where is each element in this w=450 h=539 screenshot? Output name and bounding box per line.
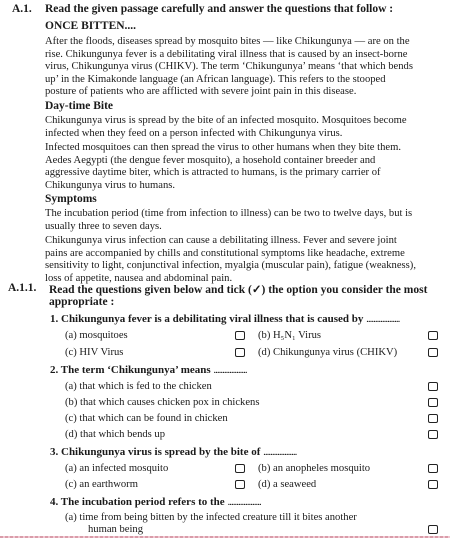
para1-line: virus, Chikungunya virus (CHIKV). The term ‘Chikungunya’ means ‘that which bends <box>45 61 413 73</box>
q2-option-b-checkbox[interactable] <box>428 398 438 407</box>
question-4 <box>50 496 261 508</box>
section-title-a11-line2: appropriate : <box>49 296 115 308</box>
passage-heading-once-bitten: ONCE BITTEN.... <box>45 20 137 32</box>
question-3 <box>50 446 296 458</box>
section-title-a1: Read the given passage carefully and answer the questions that follow : <box>45 3 394 15</box>
para1-line: up’ in the Kimakonde language (an African language). This refers to the stooped <box>45 73 386 85</box>
question-1 <box>50 313 399 325</box>
q3-option-a: (a) an infected mosquito <box>65 463 169 474</box>
q1-option-b-checkbox[interactable] <box>428 331 438 340</box>
para1-line: rise. Chikungunya fever is a debilitating viral illness that is caused by an insect-borne <box>45 48 408 60</box>
question-3-text: 3. Chikungunya virus is spread by the bite of <box>50 446 261 458</box>
q1-option-c: (c) HIV Virus <box>65 347 124 358</box>
q2-option-b: (b) that which causes chicken pox in chickens <box>65 397 260 408</box>
q3-option-c: (c) an earthworm <box>65 479 138 490</box>
para3-line: Aedes Aegypti (the dengue fever mosquito), a hosehold container breeder and <box>45 154 376 166</box>
q3-option-a-checkbox[interactable] <box>235 464 245 473</box>
para3-line: Chikungunya virus to humans. <box>45 179 176 191</box>
question-2 <box>50 364 247 376</box>
section-title-a11-line1: Read the questions given below and tick (✓) the option you consider the most <box>49 284 428 296</box>
para5-line: sensitivity to light, conjunctival infection, myalgia (muscular pain), fatigue (weakness), <box>45 260 416 272</box>
passage-paragraph-1 <box>45 36 413 99</box>
para5-line: loss of appetite, nausea and abdominal pain. <box>45 272 233 284</box>
q2-option-c-checkbox[interactable] <box>428 414 438 423</box>
para4-line: The incubation period (time from infection to illness) can be two to twelve days, but is <box>45 208 413 219</box>
passage-heading-symptoms: Symptoms <box>45 193 97 205</box>
q2-option-c: (c) that which can be found in chicken <box>65 413 228 424</box>
passage-paragraph-4 <box>45 208 412 233</box>
question-4-text: 4. The incubation period refers to the <box>50 496 225 508</box>
passage-paragraph-2 <box>45 115 407 140</box>
q1-option-d-checkbox[interactable] <box>428 348 438 357</box>
q4-option-a-checkbox[interactable] <box>428 525 438 534</box>
q1-option-a: (a) mosquitoes <box>65 330 128 341</box>
q3-option-d: (d) a seaweed <box>258 479 317 490</box>
q1-option-d: (d) Chikungunya virus (CHIKV) <box>258 347 398 358</box>
para5-line: Chikungunya virus infection can cause a debilitating illness. Fever and severe joint <box>45 235 397 246</box>
para4-line: usually three to seven days. <box>45 220 162 232</box>
q2-option-a: (a) that which is fed to the chicken <box>65 381 212 392</box>
q1-option-a-checkbox[interactable] <box>235 331 245 340</box>
question-1-text: 1. Chikungunya fever is a debilitating viral illness that is caused by <box>50 313 364 325</box>
q1-option-b: (b) H₅N₁ Virus <box>258 330 322 341</box>
para2-line: infected when they feed on a person infected with Chikungunya virus. <box>45 127 343 139</box>
q2-option-d: (d) that which bends up <box>65 429 166 440</box>
passage-heading-daytime-bite: Day-time Bite <box>45 100 114 112</box>
answer-blank: ................... <box>227 496 261 508</box>
section-label-a1: A.1. <box>12 3 32 15</box>
bottom-edge-rule <box>0 536 450 538</box>
q3-option-b-checkbox[interactable] <box>428 464 438 473</box>
answer-blank: ................... <box>263 446 297 458</box>
para3-line: aggressive daytime biter, which is attracted to humans, is the primary carrier of <box>45 167 381 179</box>
answer-blank: ................... <box>366 313 400 325</box>
q2-option-d-checkbox[interactable] <box>428 430 438 439</box>
section-label-a11: A.1.1. <box>8 282 37 294</box>
para1-line: posture of patients who are afflicted with severe joint pain in this disease. <box>45 86 357 98</box>
q2-option-a-checkbox[interactable] <box>428 382 438 391</box>
q3-option-d-checkbox[interactable] <box>428 480 438 489</box>
passage-paragraph-3 <box>45 142 401 192</box>
para2-line: Chikungunya virus is spread by the bite of an infected mosquito. Mosquitoes become <box>45 115 407 126</box>
para3-line: Infected mosquitoes can then spread the virus to other humans when they bite them. <box>45 142 401 153</box>
question-2-text: 2. The term ‘Chikungunya’ means <box>50 364 211 376</box>
answer-blank: ................... <box>213 364 247 376</box>
para5-line: pains are accompanied by chills and constitutional symptoms like headache, extreme <box>45 247 405 259</box>
q3-option-b: (b) an anopheles mosquito <box>258 463 371 474</box>
q1-option-c-checkbox[interactable] <box>235 348 245 357</box>
q4-option-a-line1: (a) time from being bitten by the infected creature till it bites another <box>65 512 357 523</box>
para1-line: After the floods, diseases spread by mosquito bites — like Chikungunya — are on the <box>45 36 410 47</box>
passage-paragraph-5 <box>45 235 416 285</box>
q4-option-a-line2: human being <box>88 524 144 535</box>
q3-option-c-checkbox[interactable] <box>235 480 245 489</box>
